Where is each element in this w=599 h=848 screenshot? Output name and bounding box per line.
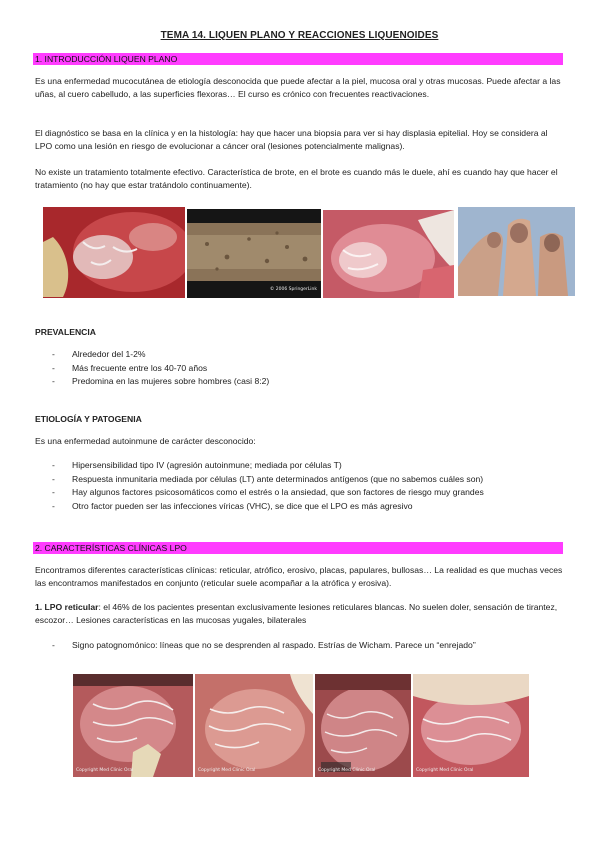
caracteristicas-paragraph-2 [35,601,565,627]
clinical-photo-oral-1 [43,207,185,298]
photo-caption: Copyright Med Clinic Oral [318,768,376,774]
list-item: - Predomina en las mujeres sobre hombres (casi 8:2) [52,376,270,386]
list-item: - Otro factor pueden ser las infecciones víricas (VHC), se dice que el LPO es más agresivo [52,500,413,511]
section-heading-intro: 1. INTRODUCCIÓN LIQUEN PLANO [33,53,563,65]
list-item: - Hay algunos factores psicosomáticos como el estrés o la ansiedad, que son factores de riesgo muy grandes [52,487,484,497]
heading-prevalencia: PREVALENCIA [35,327,96,337]
lpo-reticular-label: 1. LPO reticular [35,602,99,612]
prevalencia-list [35,348,565,389]
photo-caption: Copyright Med Clinic Oral [416,768,474,774]
etiologia-intro: Es una enfermedad autoinmune de carácter desconocido: [35,436,256,446]
caracteristicas-paragraph-1: Encontramos diferentes características clínicas: reticular, atrófico, erosivo, placas, papulares, bullosas… La realidad es que muchas veces las encontramos manifestados en conjunto (reticular suele acompañar a la atrófica y erosiva). [35,565,563,588]
list-item: - Signo patognomónico: líneas que no se desprenden al raspado. Estrías de Wicham. Parece un “enrejado” [52,640,476,650]
intro-paragraph-3: No existe un tratamiento totalmente efectivo. Característica de brote, en el brote es cuando más le duele, ahí es cuando hay que hacer el tratamiento (no hay que estar tratándolo continuamente). [35,167,558,190]
section-heading-caracteristicas: 2. CARACTERÍSTICAS CLÍNICAS LPO [33,542,563,554]
clinical-photo-reticular-2 [195,674,313,777]
page-title: TEMA 14. LIQUEN PLANO Y REACCIONES LIQUENOIDES [160,30,439,41]
intro-paragraph-2: El diagnóstico se basa en la clínica y en la histología: hay que hacer una biopsia para ver si hay displasia epitelial. Hoy se considera al LPO como una lesión en riesgo de evolucionar a cáncer oral (lesiones potencialmente malignas). [35,128,548,151]
list-dash: - [52,500,55,511]
clinical-photo-reticular-3 [315,674,411,777]
list-dash: - [52,487,55,497]
lpo-reticular-text: : el 46% de los pacientes presentan exclusivamente lesiones reticulares blancas. No suelen doler, sensación de tirantez, escozor… Lesiones características en las mucosas yugales, bilaterales [35,602,558,625]
list-item: - Alrededor del 1-2% [52,349,146,359]
clinical-photo-reticular-4 [413,674,529,777]
list-dash: - [52,460,55,470]
intro-paragraph-1: Es una enfermedad mucocutánea de etiología desconocida que puede afectar a la piel, mucosa oral y otras mucosas. Puede afectar a las uñas, al cuero cabelludo, a las superficies flexoras… El curso es crónico con frecuentes reactivaciones. [35,76,561,99]
list-dash: - [52,376,55,386]
clinical-photo-skin-arm [187,209,321,298]
heading-etiologia: ETIOLOGÍA Y PATOGENIA [35,414,142,424]
list-item: - Más frecuente entre los 40-70 años [52,362,208,373]
list-item: - Respuesta inmunitaria mediada por células (LT) ante determinados antígenos (que no sabemos cuáles son) [52,473,484,484]
list-dash: - [52,640,55,650]
list-dash: - [52,473,55,484]
clinical-photo-oral-2 [323,210,454,298]
clinical-photo-reticular-1 [73,674,193,777]
photo-caption: Copyright Med Clinic Oral [198,768,256,774]
list-dash: - [52,362,55,373]
photo-caption: Copyright Med Clinic Oral [76,768,134,774]
photo-caption-skin: © 2006 SpringerLink [269,287,317,293]
etiologia-list [35,459,565,513]
list-item: - Hipersensibilidad tipo IV (agresión autoinmune; mediada por células T) [52,460,342,470]
signo-list [35,639,565,653]
clinical-photo-nails [458,207,575,296]
list-dash: - [52,349,55,359]
